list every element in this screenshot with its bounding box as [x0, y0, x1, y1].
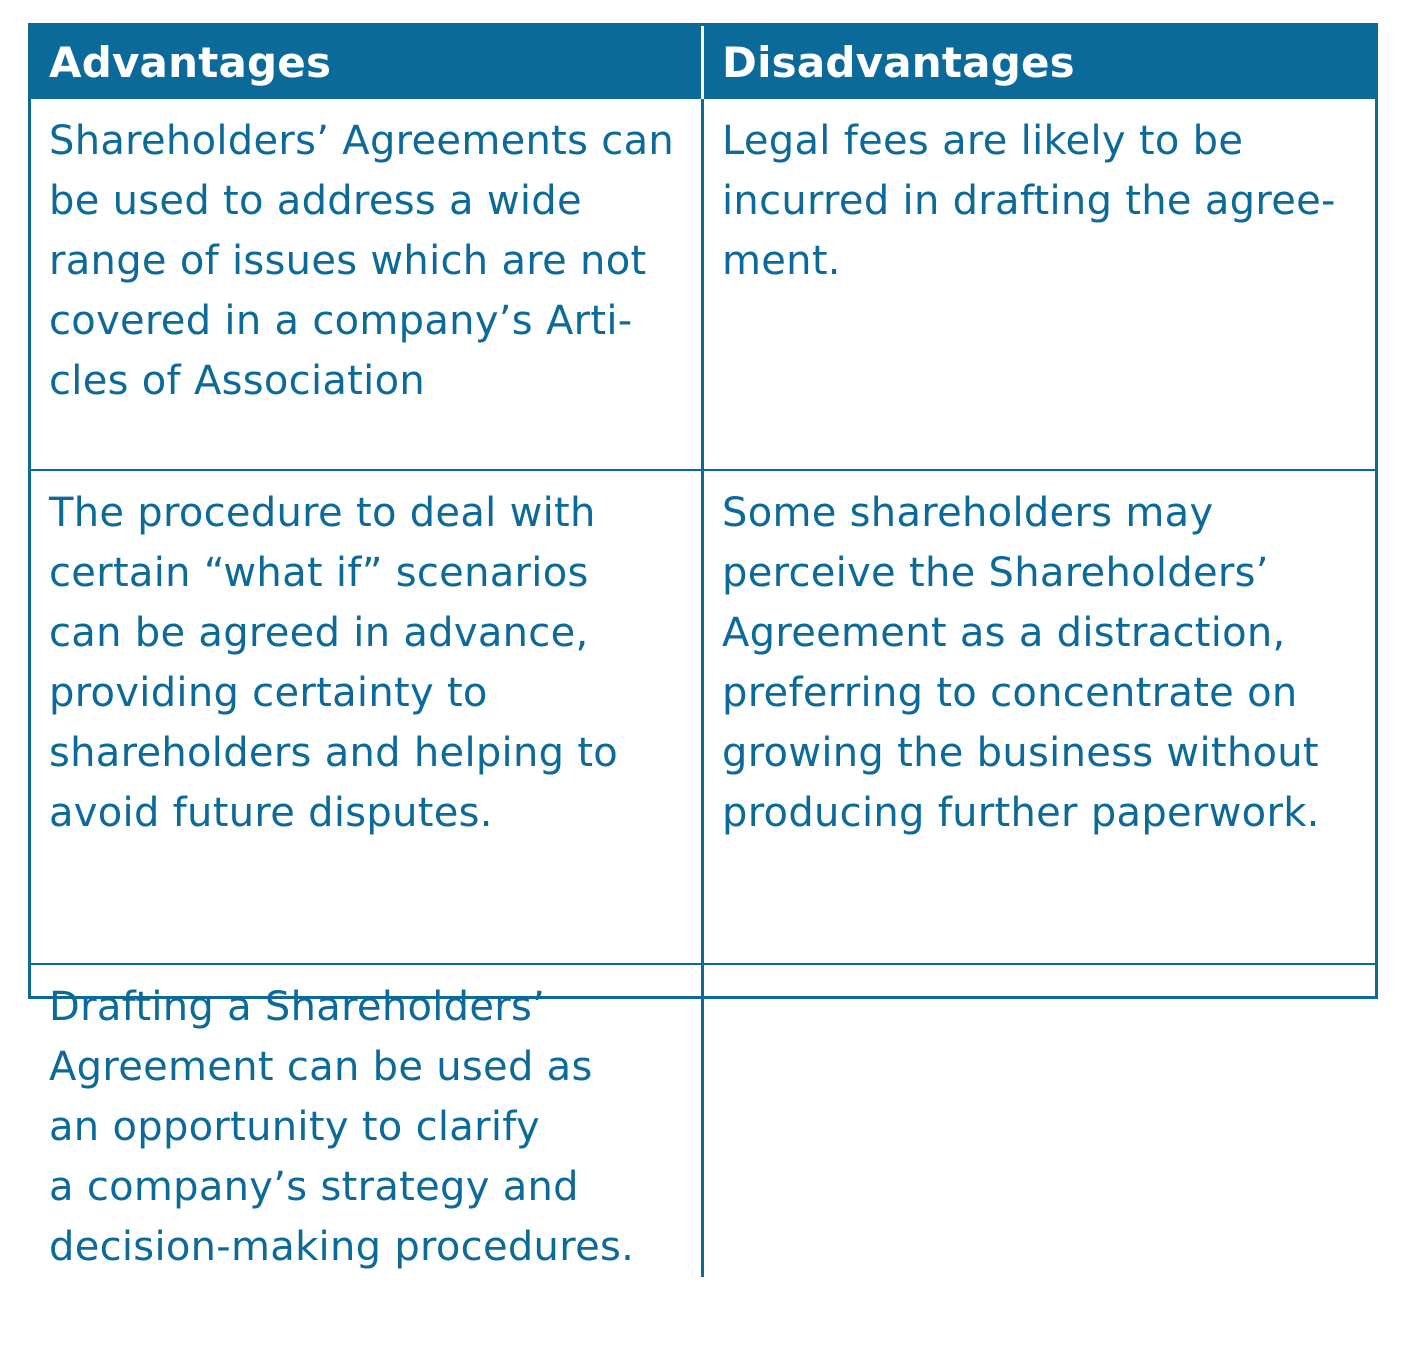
advantage-cell-3: Drafting a Shareholders’ Agreement can be used as an opportunity to clarify a company’s strategy and decision-making procedures. — [31, 965, 704, 1277]
advantage-cell-1: Shareholders’ Agreements can be used to address a wide range of issues which are not covered in a company’s Arti- cles of Association — [31, 99, 704, 471]
advantages-disadvantages-table — [28, 23, 1378, 1270]
header-disadvantages: Disadvantages — [704, 26, 1375, 99]
advantage-cell-2: The procedure to deal with certain “what if” scenarios can be agreed in advance, providing certainty to shareholders and helping to avoid future disputes. — [31, 471, 704, 965]
disadvantage-cell-3 — [704, 965, 1375, 1277]
disadvantage-cell-1: Legal fees are likely to be incurred in drafting the agree- ment. — [704, 99, 1375, 471]
disadvantage-cell-2: Some shareholders may perceive the Shareholders’ Agreement as a distraction, preferring to concentrate on growing the business without producing further paperwork. — [704, 471, 1375, 965]
header-advantages: Advantages — [31, 26, 704, 99]
